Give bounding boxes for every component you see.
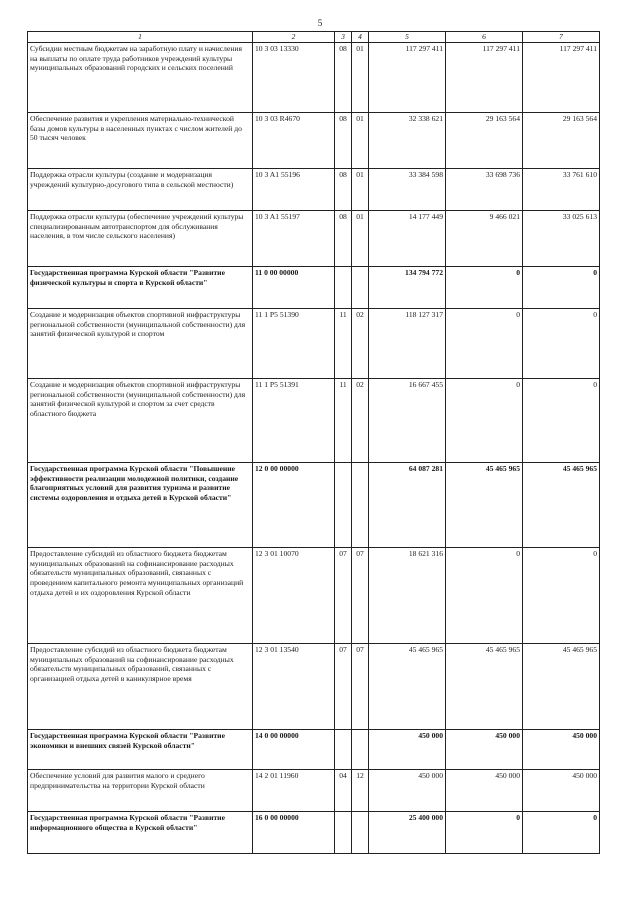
row-name: Создание и модернизация объектов спортивной инфраструктуры региональной собственности (муниципальной собственности) для занятий физической культурой и спортом за счет средств областного бюджета: [28, 378, 253, 462]
amount-col7: 450 000: [523, 729, 600, 769]
amount-col7: 45 465 965: [523, 643, 600, 729]
amount-col7: 0: [523, 266, 600, 308]
amount-col5: 14 177 449: [369, 210, 446, 266]
subsection-code: 02: [352, 308, 369, 378]
section-code: [335, 462, 352, 547]
target-code: 11 0 00 00000: [253, 266, 335, 308]
section-code: 08: [335, 112, 352, 168]
amount-col6: 0: [446, 811, 523, 853]
column-number: 5: [369, 32, 446, 43]
row-name: Поддержка отрасли культуры (создание и модернизация учреждений культурно-досугового типа в сельской местности): [28, 168, 253, 210]
amount-col6: 0: [446, 266, 523, 308]
row-name: Государственная программа Курской области "Развитие информационного общества в Курской области": [28, 811, 253, 853]
amount-col5: 134 794 772: [369, 266, 446, 308]
amount-col7: 29 163 564: [523, 112, 600, 168]
column-number: 3: [335, 32, 352, 43]
table-row: [28, 42, 600, 112]
subsection-code: 01: [352, 210, 369, 266]
column-number: 2: [253, 32, 335, 43]
target-code: 10 3 A1 55197: [253, 210, 335, 266]
table-row: [28, 210, 600, 266]
amount-col6: 450 000: [446, 769, 523, 811]
subsection-code: 01: [352, 112, 369, 168]
amount-col5: 118 127 317: [369, 308, 446, 378]
row-name: Обеспечение условий для развития малого и среднего предпринимательства на территории Курской области: [28, 769, 253, 811]
page-number: 5: [317, 18, 323, 28]
amount-col6: 9 466 021: [446, 210, 523, 266]
amount-col7: 33 025 613: [523, 210, 600, 266]
amount-col6: 0: [446, 378, 523, 462]
amount-col5: 45 465 965: [369, 643, 446, 729]
amount-col6: 33 698 736: [446, 168, 523, 210]
target-code: 10 3 A1 55196: [253, 168, 335, 210]
section-code: [335, 266, 352, 308]
section-code: 11: [335, 378, 352, 462]
column-number: 1: [28, 32, 253, 43]
subsection-code: 07: [352, 547, 369, 643]
amount-col6: 29 163 564: [446, 112, 523, 168]
table-row-program: [28, 811, 600, 853]
row-name: Поддержка отрасли культуры (обеспечение учреждений культуры специализированным автотранспортом для обслуживания населения, в том числе сельского населения): [28, 210, 253, 266]
amount-col5: 450 000: [369, 729, 446, 769]
amount-col5: 450 000: [369, 769, 446, 811]
target-code: 12 0 00 00000: [253, 462, 335, 547]
target-code: 12 3 01 10070: [253, 547, 335, 643]
table-row: [28, 112, 600, 168]
table-row: [28, 378, 600, 462]
subsection-code: [352, 462, 369, 547]
table-row: [28, 643, 600, 729]
row-name: Обеспечение развития и укрепления материально-технической базы домов культуры в населенных пунктах с числом жителей до 50 тысяч человек: [28, 112, 253, 168]
amount-col5: 32 338 621: [369, 112, 446, 168]
column-number: 6: [446, 32, 523, 43]
table-row-program: [28, 462, 600, 547]
amount-col5: 18 621 316: [369, 547, 446, 643]
section-code: [335, 811, 352, 853]
section-code: 07: [335, 547, 352, 643]
amount-col7: 450 000: [523, 769, 600, 811]
row-name: Государственная программа Курской области "Развитие физической культуры и спорта в Курской области": [28, 266, 253, 308]
table-row-program: [28, 729, 600, 769]
amount-col7: 0: [523, 811, 600, 853]
amount-col5: 25 400 000: [369, 811, 446, 853]
amount-col5: 64 087 281: [369, 462, 446, 547]
row-name: Государственная программа Курской области "Повышение эффективности реализации молодежной политики, создание благоприятных условий для развития туризма и развитие системы оздоровления и отдыха детей в Курской области": [28, 462, 253, 547]
subsection-code: [352, 811, 369, 853]
target-code: 14 0 00 00000: [253, 729, 335, 769]
table-row-program: [28, 266, 600, 308]
amount-col7: 0: [523, 378, 600, 462]
subsection-code: 02: [352, 378, 369, 462]
table-row: [28, 547, 600, 643]
section-code: [335, 729, 352, 769]
amount-col6: 450 000: [446, 729, 523, 769]
amount-col7: 0: [523, 547, 600, 643]
row-name: Предоставление субсидий из областного бюджета бюджетам муниципальных образований на софинансирование расходных обязательств муниципальных образований, связанных с организацией отдыха детей в каникулярное время: [28, 643, 253, 729]
subsection-code: [352, 266, 369, 308]
table-row: [28, 769, 600, 811]
target-code: 11 1 P5 51390: [253, 308, 335, 378]
amount-col6: 0: [446, 308, 523, 378]
amount-col7: 0: [523, 308, 600, 378]
column-number-row: [28, 32, 600, 43]
subsection-code: [352, 729, 369, 769]
subsection-code: 12: [352, 769, 369, 811]
amount-col6: 117 297 411: [446, 42, 523, 112]
target-code: 11 1 P5 51391: [253, 378, 335, 462]
budget-table: [27, 31, 600, 854]
amount-col7: 45 465 965: [523, 462, 600, 547]
amount-col6: 45 465 965: [446, 462, 523, 547]
table-row: [28, 308, 600, 378]
row-name: Создание и модернизация объектов спортивной инфраструктуры региональной собственности (муниципальной собственности) для занятий физической культурой и спортом: [28, 308, 253, 378]
subsection-code: 01: [352, 168, 369, 210]
section-code: 08: [335, 168, 352, 210]
row-name: Государственная программа Курской области "Развитие экономики и внешних связей Курской области": [28, 729, 253, 769]
target-code: 16 0 00 00000: [253, 811, 335, 853]
section-code: 04: [335, 769, 352, 811]
column-number: 7: [523, 32, 600, 43]
amount-col6: 45 465 965: [446, 643, 523, 729]
target-code: 14 2 01 11960: [253, 769, 335, 811]
target-code: 10 3 03 R4670: [253, 112, 335, 168]
section-code: 07: [335, 643, 352, 729]
amount-col5: 16 667 455: [369, 378, 446, 462]
amount-col6: 0: [446, 547, 523, 643]
column-number: 4: [352, 32, 369, 43]
subsection-code: 01: [352, 42, 369, 112]
row-name: Предоставление субсидий из областного бюджета бюджетам муниципальных образований на софинансирование расходных обязательств муниципальных образований, связанных с проведением капитального ремонта муниципальных организаций отдыха детей и их оздоровления Курской области: [28, 547, 253, 643]
section-code: 08: [335, 42, 352, 112]
amount-col5: 33 384 598: [369, 168, 446, 210]
section-code: 08: [335, 210, 352, 266]
amount-col5: 117 297 411: [369, 42, 446, 112]
table-row: [28, 168, 600, 210]
amount-col7: 117 297 411: [523, 42, 600, 112]
section-code: 11: [335, 308, 352, 378]
row-name: Субсидии местным бюджетам на заработную плату и начисления на выплаты по оплате труда работников учреждений культуры муниципальных образований городских и сельских поселений: [28, 42, 253, 112]
target-code: 12 3 01 13540: [253, 643, 335, 729]
amount-col7: 33 761 610: [523, 168, 600, 210]
target-code: 10 3 03 13330: [253, 42, 335, 112]
subsection-code: 07: [352, 643, 369, 729]
